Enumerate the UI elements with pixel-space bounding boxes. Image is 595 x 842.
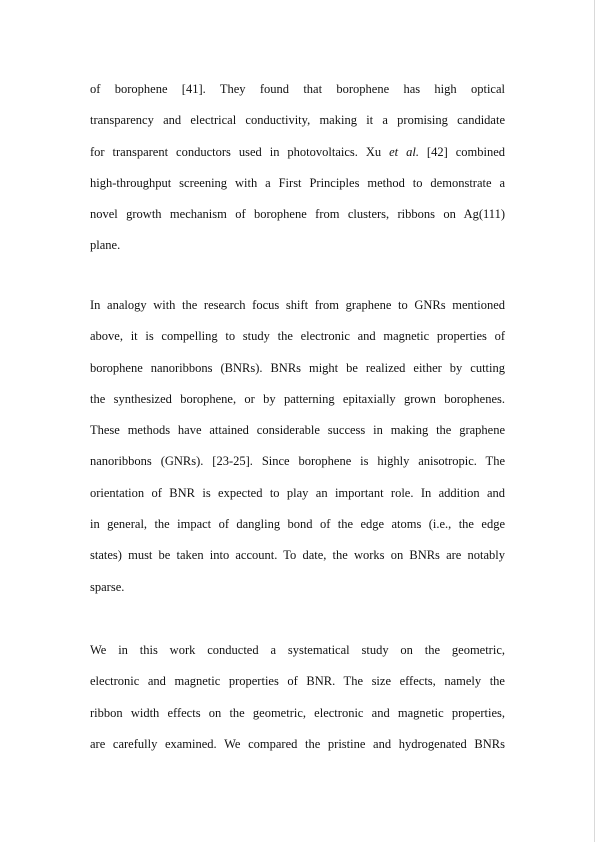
paragraph-this-work: [90, 642, 505, 767]
text-line: above, it is compelling to study the electronic and magnetic properties of: [90, 329, 505, 344]
text-line: We in this work conducted a systematical study on the geometric,: [90, 643, 505, 657]
text-segment: [42] combined: [418, 144, 506, 159]
text-segment: for transparent conductors used in photovoltaics. Xu: [90, 144, 390, 159]
text-line: transparency and electrical conductivity, making it a promising candidate: [90, 113, 505, 128]
text-line: electronic and magnetic properties of BNR. The size effects, namely the: [90, 674, 505, 689]
text-line: are carefully examined. We compared the pristine and hydrogenated BNRs: [90, 736, 505, 751]
paragraph-borophene-transparency: [90, 81, 505, 269]
text-line: orientation of BNR is expected to play an important role. In addition and: [90, 485, 505, 500]
text-line: These methods have attained considerable success in making the graphene: [90, 423, 505, 438]
text-line: novel growth mechanism of borophene from clusters, ribbons on Ag(111): [90, 207, 505, 222]
text-line: the synthesized borophene, or by patterning epitaxially grown borophenes.: [90, 391, 505, 406]
citation-et-al: et al.: [389, 144, 419, 159]
text-line: high-throughput screening with a First Principles method to demonstrate a: [90, 175, 505, 190]
text-line: borophene nanoribbons (BNRs). BNRs might be realized either by cutting: [90, 360, 505, 375]
text-line: of borophene [41]. They found that borophene has high optical: [90, 82, 505, 96]
text-line: states) must be taken into account. To date, the works on BNRs are notably: [90, 548, 505, 563]
text-line: plane.: [90, 238, 121, 253]
paragraph-bnr-motivation: [90, 297, 505, 610]
text-line: ribbon width effects on the geometric, electronic and magnetic properties,: [90, 705, 505, 720]
text-line: nanoribbons (GNRs). [23-25]. Since borophene is highly anisotropic. The: [90, 454, 505, 469]
text-line: sparse.: [90, 579, 125, 594]
text-line: In analogy with the research focus shift from graphene to GNRs mentioned: [90, 298, 505, 312]
text-line: in general, the impact of dangling bond of the edge atoms (i.e., the edge: [90, 517, 505, 532]
text-line: [90, 144, 505, 175]
